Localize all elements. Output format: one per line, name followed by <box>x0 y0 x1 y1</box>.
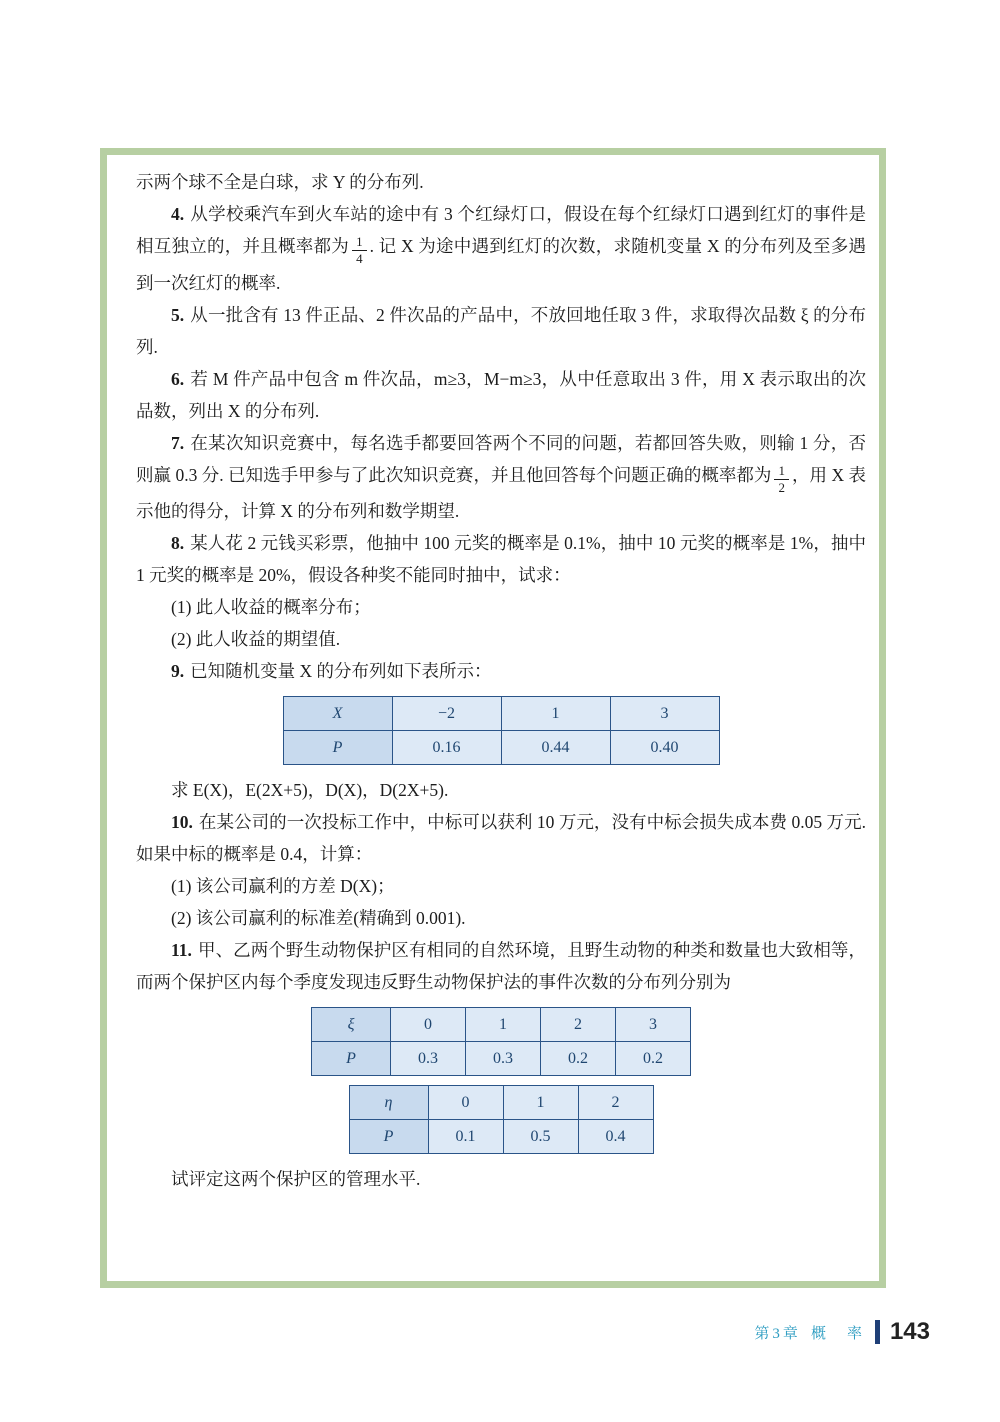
table-row <box>312 1008 691 1042</box>
problem-9-text: 已知随机变量 X 的分布列如下表所示： <box>190 661 492 682</box>
subject-label: 概 率 <box>810 1325 865 1342</box>
table-cell: 0 <box>428 1086 503 1120</box>
table-cell: 3 <box>616 1008 691 1042</box>
table-cell: 0.2 <box>616 1042 691 1076</box>
problem-7-number: 7. <box>171 432 185 453</box>
problem-11 <box>136 934 866 998</box>
intro-line <box>136 166 866 198</box>
problem-8-number: 8. <box>171 533 185 554</box>
problem-7-text-1: 在某次知识竞赛中，每名选手都要回答两个不同的问题，若都回答失败，则输 1 分，否则赢 0.3 分. 已知选手甲参与了此次知识竞赛，并且他回答每个问题正确的概率都为 <box>136 432 866 485</box>
table-cell: 2 <box>578 1086 653 1120</box>
page-content <box>136 166 866 1195</box>
table-cell: 0.40 <box>610 731 719 765</box>
table-cell-variable: η <box>349 1086 428 1120</box>
problem-5-text: 从一批含有 13 件正品、2 件次品的产品中，不放回地任取 3 件，求取得次品数 ξ 的分布列. <box>136 304 866 357</box>
problem-8 <box>136 527 866 591</box>
table-cell: 3 <box>610 697 719 731</box>
distribution-table-eta <box>349 1085 654 1154</box>
problem-10-sub-1: (1) 该公司赢利的方差 D(X)； <box>171 876 395 897</box>
problem-6-number: 6. <box>171 368 185 389</box>
problem-9-number: 9. <box>171 661 185 682</box>
table-row <box>349 1120 653 1154</box>
table-row <box>312 1042 691 1076</box>
problem-7 <box>136 427 866 528</box>
problem-4-text-2: . 记 X 为途中遇到红灯的次数，求随机变量 X 的分布列及至多遇到一次红灯的概率. <box>136 236 867 293</box>
table-cell: 0.3 <box>466 1042 541 1076</box>
fraction-one-quarter <box>352 234 367 266</box>
table-cell: 0.4 <box>578 1120 653 1154</box>
table-cell: 1 <box>466 1008 541 1042</box>
table-cell: 0 <box>391 1008 466 1042</box>
distribution-table-problem-9 <box>283 696 720 765</box>
problem-9 <box>136 655 866 687</box>
problem-8-text: 某人花 2 元钱买彩票，他抽中 100 元奖的概率是 0.1%，抽中 10 元奖的概率是 1%，抽中 1 元奖的概率是 20%，假设各种奖不能同时抽中，试求： <box>136 533 866 586</box>
problem-4-text-1: 从学校乘汽车到火车站的途中有 3 个红绿灯口，假设在每个红绿灯口遇到红灯的事件是相互独立的，并且概率都为 <box>136 204 866 256</box>
problem-4 <box>136 198 866 299</box>
problem-10 <box>136 806 866 870</box>
table-row <box>349 1086 653 1120</box>
table-cell-variable: X <box>283 697 392 731</box>
table-cell-variable: P <box>349 1120 428 1154</box>
table-cell: 1 <box>501 697 610 731</box>
problem-7-text-2: ，用 X 表示他的得分，计算 X 的分布列和数学期望. <box>136 464 867 522</box>
table-cell: 0.16 <box>392 731 501 765</box>
problem-4-number: 4. <box>171 204 185 224</box>
table-cell-variable: P <box>312 1042 391 1076</box>
fraction-denominator: 4 <box>352 250 367 267</box>
intro-text: 示两个球不全是白球，求 Y 的分布列. <box>136 172 424 192</box>
page-number-bar <box>875 1320 880 1344</box>
table-cell: 0.1 <box>428 1120 503 1154</box>
problem-9-question: 求 E(X)，E(2X+5)，D(X)，D(2X+5). <box>171 780 449 801</box>
fraction-numerator: 1 <box>356 234 363 250</box>
table-cell: 0.3 <box>391 1042 466 1076</box>
problem-10-number: 10. <box>171 812 193 833</box>
distribution-table-xi <box>311 1007 691 1076</box>
table-cell: 2 <box>541 1008 616 1042</box>
table-cell-variable: ξ <box>312 1008 391 1042</box>
table-cell-variable: P <box>283 731 392 765</box>
page-footer <box>754 1318 930 1346</box>
table-cell: 0.2 <box>541 1042 616 1076</box>
table-cell: 1 <box>503 1086 578 1120</box>
problem-10-sub-2: (2) 该公司赢利的标准差(精确到 0.001). <box>171 908 466 929</box>
problem-8-sub-1: (1) 此人收益的概率分布； <box>171 597 371 618</box>
problem-11-question: 试评定这两个保护区的管理水平. <box>171 1169 421 1190</box>
problem-5 <box>136 299 866 363</box>
table-cell: 0.5 <box>503 1120 578 1154</box>
table-row <box>283 731 719 765</box>
problem-11-text: 甲、乙两个野生动物保护区有相同的自然环境，且野生动物的种类和数量也大致相等，而两个保护区内每个季度发现违反野生动物保护法的事件次数的分布列分别为 <box>136 940 866 993</box>
fraction-denominator: 2 <box>774 479 789 496</box>
problem-11-number: 11. <box>171 940 192 961</box>
problem-10-text: 在某公司的一次投标工作中，中标可以获利 10 万元，没有中标会损失成本费 0.05 万元. 如果中标的概率是 0.4，计算： <box>136 812 866 865</box>
problem-6-text: 若 M 件产品中包含 m 件次品，m≥3，M−m≥3，从中任意取出 3 件，用 X 表示取出的次品数，列出 X 的分布列. <box>136 368 866 421</box>
fraction-numerator: 1 <box>778 463 785 479</box>
page-number: 143 <box>889 1318 930 1345</box>
table-cell: 0.44 <box>501 731 610 765</box>
fraction-one-half <box>774 463 789 495</box>
problem-6 <box>136 363 866 427</box>
problem-8-sub-2: (2) 此人收益的期望值. <box>171 629 341 650</box>
table-row <box>283 697 719 731</box>
chapter-label: 第3章 <box>754 1325 801 1342</box>
table-cell: −2 <box>392 697 501 731</box>
problem-5-number: 5. <box>171 304 185 325</box>
